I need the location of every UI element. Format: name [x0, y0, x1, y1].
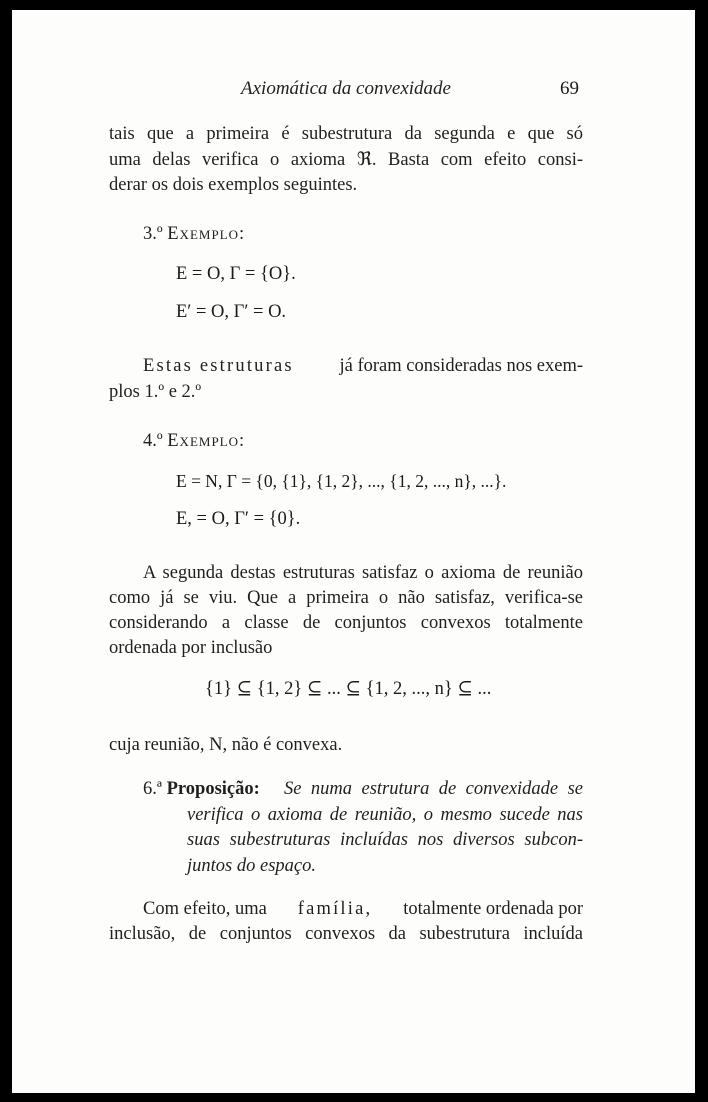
intro-line-2: uma delas verifica o axioma ℜ. Basta com efeito consi- — [109, 150, 583, 170]
discussion-line-2: como já se viu. Que a primeira o não satisfaz, verifica-se — [109, 588, 583, 608]
example-3-equation-1: E = O, Γ = {O}. — [176, 264, 296, 284]
closing-line-2: inclusão, de conjuntos convexos da subestrutura incluída — [109, 924, 583, 944]
example-3-paragraph-line-2: plos 1.º e 2.º — [109, 382, 202, 402]
proposition-number: 6.ª — [143, 779, 162, 799]
example-4-label: Exemplo: — [167, 431, 246, 451]
example-3-paragraph-rest: já foram consideradas nos exem- — [339, 356, 583, 376]
proposition-heading — [143, 776, 260, 802]
page-number: 69 — [560, 78, 579, 99]
discussion-line-3: considerando a classe de conjuntos convexos totalmente — [109, 613, 583, 633]
page — [12, 10, 695, 1093]
running-title: Axiomática da convexidade — [241, 78, 451, 99]
example-3-paragraph-line-1 — [143, 353, 583, 379]
discussion-line-5: cuja reunião, N, não é convexa. — [109, 735, 343, 755]
closing-line-1 — [143, 896, 583, 922]
example-4-equation-1: E = N, Γ = {0, {1}, {1, 2}, ..., {1, 2, ..., n}, ...}. — [176, 471, 507, 491]
closing-line-1-end: totalmente ordenada por — [403, 899, 583, 919]
example-4-equation-2: E, = O, Γ′ = {0}. — [176, 509, 301, 529]
example-3-heading — [143, 221, 245, 247]
intro-line-1: tais que a primeira é subestrutura da segunda e que só — [109, 124, 583, 144]
example-4-number: 4.º — [143, 431, 163, 451]
intro-line-3: derar os dois exemplos seguintes. — [109, 175, 358, 195]
closing-spaced-emphasis: família, — [297, 899, 373, 919]
example-3-number: 3.º — [143, 224, 163, 244]
proposition-line-2: verifica o axioma de reunião, o mesmo sucede nas — [187, 805, 583, 825]
example-3-equation-2: E′ = O, Γ′ = O. — [176, 302, 287, 322]
spaced-emphasis: Estas estruturas — [143, 356, 294, 376]
discussion-line-1: A segunda destas estruturas satisfaz o axioma de reunião — [143, 563, 583, 583]
proposition-line-3: suas subestruturas incluídas nos diversos subcon- — [187, 830, 583, 850]
proposition-label: Proposição: — [166, 779, 260, 799]
example-4-heading — [143, 428, 245, 454]
proposition-line-4: juntos do espaço. — [187, 856, 316, 876]
closing-line-1-start: Com efeito, uma — [143, 899, 267, 919]
proposition-line-1: Se numa estrutura de convexidade se — [284, 779, 583, 799]
example-3-label: Exemplo: — [167, 224, 246, 244]
discussion-line-4: ordenada por inclusão — [109, 638, 273, 658]
inclusion-chain: {1} ⊆ {1, 2} ⊆ ... ⊆ {1, 2, ..., n} ⊆ ... — [205, 679, 492, 699]
